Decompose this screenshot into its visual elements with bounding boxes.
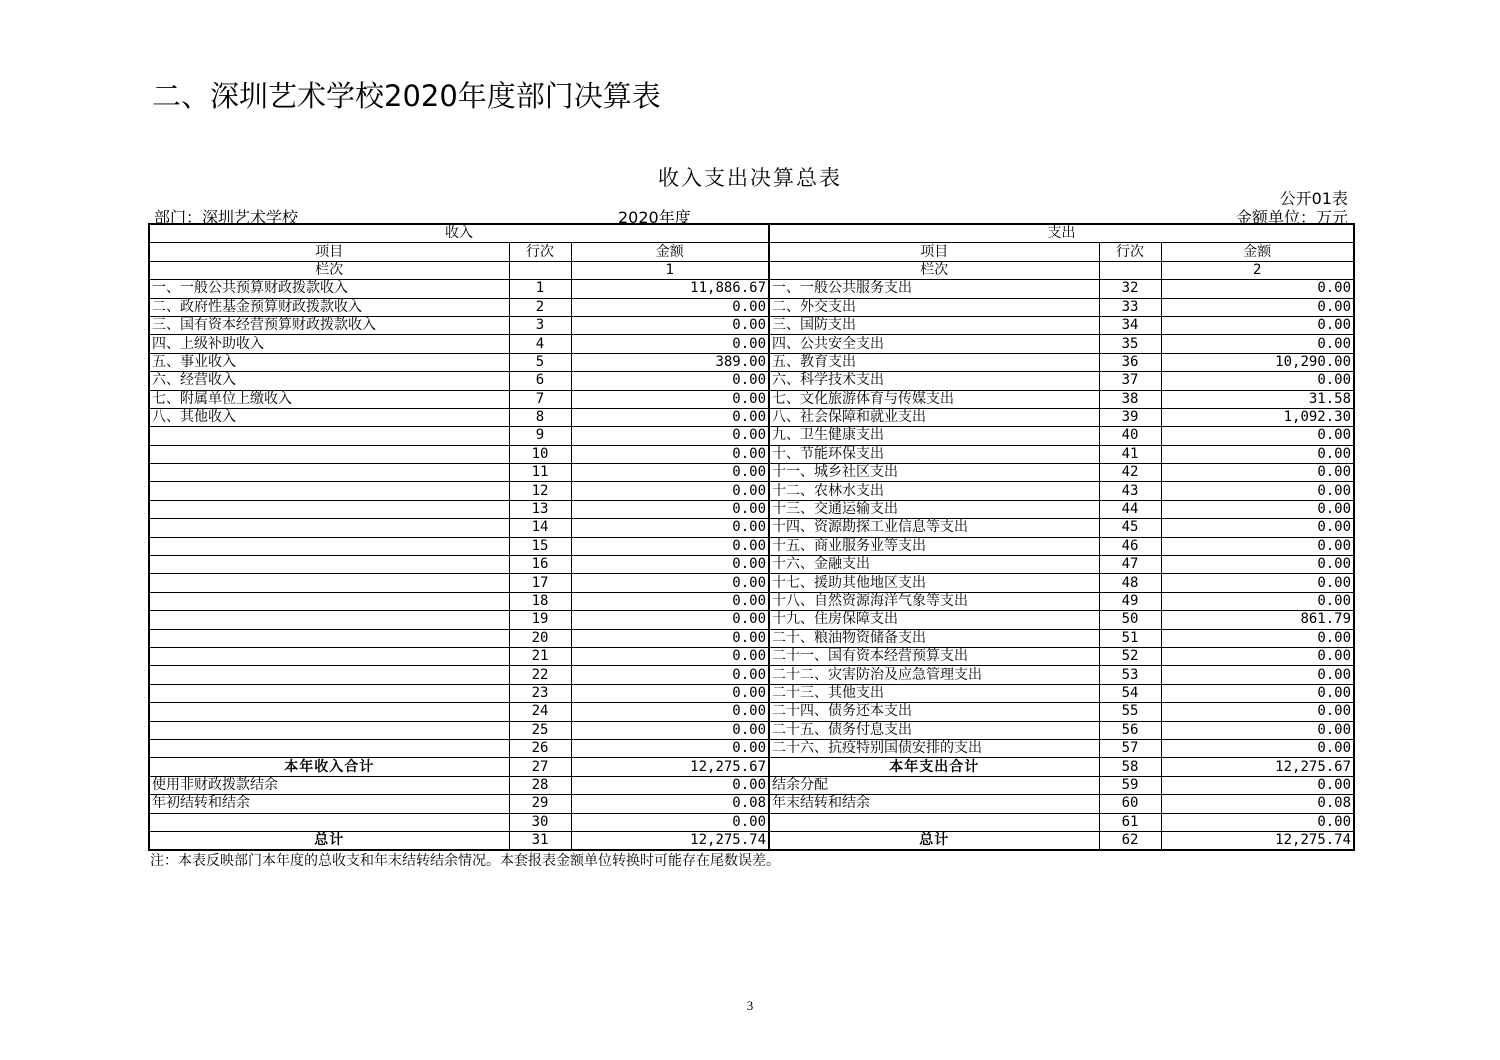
table-row (149, 445, 1354, 463)
table-row (149, 482, 1354, 500)
expense-item: 十五、商业服务业等支出 (769, 537, 1099, 555)
expense-item: 十二、农林水支出 (769, 482, 1099, 500)
income-amount: 0.00 (571, 556, 769, 574)
income-row-no: 16 (509, 556, 571, 574)
income-row-no: 22 (509, 666, 571, 684)
income-item: 四、上级补助收入 (149, 335, 509, 353)
expense-row-no: 61 (1099, 813, 1161, 831)
table-row (149, 647, 1354, 665)
income-row-no: 23 (509, 684, 571, 702)
income-expense-table (148, 223, 1355, 851)
expense-amount: 0.00 (1161, 280, 1354, 298)
income-amount: 0.00 (571, 721, 769, 739)
table-row (149, 298, 1354, 316)
expense-item: 结余分配 (769, 776, 1099, 794)
table-row (149, 537, 1354, 555)
expense-row-no: 52 (1099, 647, 1161, 665)
table-row (149, 721, 1354, 739)
income-amount: 11,886.67 (571, 280, 769, 298)
expense-item: 总计 (769, 831, 1099, 850)
income-row-no: 21 (509, 647, 571, 665)
income-amount: 0.00 (571, 372, 769, 390)
income-rowno-header: 行次 (509, 243, 571, 261)
income-row-no: 5 (509, 353, 571, 371)
table-row (149, 316, 1354, 334)
income-row-no: 2 (509, 298, 571, 316)
expense-item: 十六、金融支出 (769, 556, 1099, 574)
expense-row-no: 59 (1099, 776, 1161, 794)
expense-column-blank (1099, 261, 1161, 279)
income-item: 七、附属单位上缴收入 (149, 390, 509, 408)
income-row-no: 10 (509, 445, 571, 463)
expense-rowno-header: 行次 (1099, 243, 1161, 261)
income-row-no: 28 (509, 776, 571, 794)
income-row-no: 13 (509, 500, 571, 518)
meta-row (152, 205, 1348, 225)
income-amount: 0.00 (571, 335, 769, 353)
income-amount: 389.00 (571, 353, 769, 371)
expense-item: 十九、住房保障支出 (769, 611, 1099, 629)
expense-row-no: 58 (1099, 758, 1161, 776)
income-amount: 0.00 (571, 537, 769, 555)
expense-row-no: 42 (1099, 464, 1161, 482)
income-item: 本年收入合计 (149, 758, 509, 776)
income-row-no: 8 (509, 408, 571, 426)
income-amount: 0.00 (571, 813, 769, 831)
income-item (149, 537, 509, 555)
expense-item: 五、教育支出 (769, 353, 1099, 371)
income-item (149, 739, 509, 757)
income-amount: 0.00 (571, 464, 769, 482)
income-item (149, 684, 509, 702)
header-row-column-index (149, 261, 1354, 279)
income-row-no: 3 (509, 316, 571, 334)
expense-amount: 0.00 (1161, 721, 1354, 739)
expense-item: 四、公共安全支出 (769, 335, 1099, 353)
expense-amount: 12,275.74 (1161, 831, 1354, 850)
expense-item: 二十、粮油物资储备支出 (769, 629, 1099, 647)
income-amount: 0.00 (571, 703, 769, 721)
income-amount: 0.00 (571, 316, 769, 334)
income-item (149, 445, 509, 463)
income-item (149, 592, 509, 610)
income-item (149, 427, 509, 445)
income-column-blank (509, 261, 571, 279)
expense-row-no: 45 (1099, 519, 1161, 537)
expense-row-no: 39 (1099, 408, 1161, 426)
expense-row-no: 41 (1099, 445, 1161, 463)
income-item (149, 519, 509, 537)
expense-amount: 10,290.00 (1161, 353, 1354, 371)
income-row-no: 26 (509, 739, 571, 757)
income-amount: 0.00 (571, 408, 769, 426)
table-row (149, 739, 1354, 757)
table-row (149, 500, 1354, 518)
table-row (149, 611, 1354, 629)
expense-item: 本年支出合计 (769, 758, 1099, 776)
expense-amount: 0.00 (1161, 813, 1354, 831)
expense-row-no: 40 (1099, 427, 1161, 445)
expense-row-no: 37 (1099, 372, 1161, 390)
income-amount: 12,275.67 (571, 758, 769, 776)
expense-amount: 0.00 (1161, 739, 1354, 757)
income-amount: 0.00 (571, 647, 769, 665)
income-row-no: 18 (509, 592, 571, 610)
expense-amount: 0.00 (1161, 574, 1354, 592)
income-row-no: 27 (509, 758, 571, 776)
expense-row-no: 44 (1099, 500, 1161, 518)
expense-row-no: 60 (1099, 795, 1161, 813)
table-title: 收入支出决算总表 (658, 166, 842, 190)
income-row-no: 25 (509, 721, 571, 739)
expense-amount: 0.00 (1161, 647, 1354, 665)
table-row (149, 280, 1354, 298)
income-item (149, 500, 509, 518)
income-amount: 0.00 (571, 298, 769, 316)
income-row-no: 12 (509, 482, 571, 500)
income-item (149, 813, 509, 831)
expense-item: 十七、援助其他地区支出 (769, 574, 1099, 592)
expense-row-no: 34 (1099, 316, 1161, 334)
income-amount: 0.00 (571, 482, 769, 500)
income-row-no: 11 (509, 464, 571, 482)
income-amount: 12,275.74 (571, 831, 769, 850)
expense-row-no: 47 (1099, 556, 1161, 574)
expense-item: 十四、资源勘探工业信息等支出 (769, 519, 1099, 537)
unit-label: 金额单位：万元 (1235, 208, 1348, 227)
expense-amount: 0.00 (1161, 703, 1354, 721)
expense-amount: 0.00 (1161, 666, 1354, 684)
expense-item: 二十五、债务付息支出 (769, 721, 1099, 739)
expense-item: 二十六、抗疫特别国债安排的支出 (769, 739, 1099, 757)
income-amount: 0.00 (571, 666, 769, 684)
table-row (149, 372, 1354, 390)
expense-amount: 0.00 (1161, 482, 1354, 500)
table-row (149, 519, 1354, 537)
expense-row-no: 53 (1099, 666, 1161, 684)
income-item: 一、一般公共预算财政拨款收入 (149, 280, 509, 298)
income-amount-header: 金额 (571, 243, 769, 261)
expense-item: 九、卫生健康支出 (769, 427, 1099, 445)
income-item: 三、国有资本经营预算财政拨款收入 (149, 316, 509, 334)
income-amount: 0.08 (571, 795, 769, 813)
expense-row-no: 51 (1099, 629, 1161, 647)
table-row (149, 335, 1354, 353)
expense-amount: 0.00 (1161, 629, 1354, 647)
income-row-no: 17 (509, 574, 571, 592)
table-row (149, 390, 1354, 408)
table-row (149, 776, 1354, 794)
expense-item (769, 813, 1099, 831)
expense-item: 八、社会保障和就业支出 (769, 408, 1099, 426)
page-number: 3 (746, 998, 754, 1013)
expense-row-no: 49 (1099, 592, 1161, 610)
expense-item: 十、节能环保支出 (769, 445, 1099, 463)
table-row (149, 574, 1354, 592)
expense-amount: 0.08 (1161, 795, 1354, 813)
expense-row-no: 46 (1099, 537, 1161, 555)
income-amount: 0.00 (571, 611, 769, 629)
expense-item: 二十一、国有资本经营预算支出 (769, 647, 1099, 665)
income-item (149, 703, 509, 721)
income-item: 使用非财政拨款结余 (149, 776, 509, 794)
expense-row-no: 33 (1099, 298, 1161, 316)
table-row (149, 684, 1354, 702)
income-column-index: 1 (571, 261, 769, 279)
expense-row-no: 43 (1099, 482, 1161, 500)
income-amount: 0.00 (571, 684, 769, 702)
table-row (149, 556, 1354, 574)
expense-column-label: 栏次 (769, 261, 1099, 279)
expense-amount: 0.00 (1161, 335, 1354, 353)
expense-amount: 0.00 (1161, 592, 1354, 610)
expense-amount: 0.00 (1161, 445, 1354, 463)
expense-row-no: 55 (1099, 703, 1161, 721)
table-row (149, 795, 1354, 813)
subtotal-row (149, 758, 1354, 776)
expense-row-no: 56 (1099, 721, 1161, 739)
income-item (149, 721, 509, 739)
expense-item: 一、一般公共服务支出 (769, 280, 1099, 298)
expense-amount: 0.00 (1161, 500, 1354, 518)
income-amount: 0.00 (571, 445, 769, 463)
header-row-sections (149, 224, 1354, 243)
income-item: 总计 (149, 831, 509, 850)
expense-item: 二十四、债务还本支出 (769, 703, 1099, 721)
income-item: 六、经营收入 (149, 372, 509, 390)
expense-row-no: 32 (1099, 280, 1161, 298)
expense-amount: 0.00 (1161, 427, 1354, 445)
table-row (149, 629, 1354, 647)
income-item (149, 556, 509, 574)
expense-row-no: 62 (1099, 831, 1161, 850)
expense-item: 六、科学技术支出 (769, 372, 1099, 390)
income-section-header: 收入 (149, 224, 769, 243)
expense-amount: 31.58 (1161, 390, 1354, 408)
income-amount: 0.00 (571, 776, 769, 794)
expense-item: 二十三、其他支出 (769, 684, 1099, 702)
header-row-columns (149, 243, 1354, 261)
income-row-no: 31 (509, 831, 571, 850)
expense-section-header: 支出 (769, 224, 1354, 243)
table-row (149, 813, 1354, 831)
expense-row-no: 38 (1099, 390, 1161, 408)
footnote: 注：本表反映部门本年度的总收支和年末结转结余情况。本套报表金额单位转换时可能存在尾数误差。 (150, 853, 780, 869)
expense-row-no: 48 (1099, 574, 1161, 592)
form-number: 公开01表 (1279, 189, 1348, 208)
page-heading: 二、深圳艺术学校2020年度部门决算表 (152, 79, 661, 113)
expense-amount: 1,092.30 (1161, 408, 1354, 426)
income-row-no: 29 (509, 795, 571, 813)
income-item (149, 574, 509, 592)
income-column-label: 栏次 (149, 261, 509, 279)
expense-row-no: 50 (1099, 611, 1161, 629)
expense-item: 十八、自然资源海洋气象等支出 (769, 592, 1099, 610)
income-amount: 0.00 (571, 519, 769, 537)
table-row (149, 408, 1354, 426)
income-row-no: 24 (509, 703, 571, 721)
expense-row-no: 36 (1099, 353, 1161, 371)
expense-item: 十三、交通运输支出 (769, 500, 1099, 518)
income-amount: 0.00 (571, 629, 769, 647)
year-label: 2020年度 (618, 208, 691, 227)
expense-item: 三、国防支出 (769, 316, 1099, 334)
table-row (149, 703, 1354, 721)
expense-amount: 0.00 (1161, 298, 1354, 316)
expense-item: 二、外交支出 (769, 298, 1099, 316)
table-row (149, 666, 1354, 684)
expense-amount: 0.00 (1161, 537, 1354, 555)
income-amount: 0.00 (571, 592, 769, 610)
table-row (149, 353, 1354, 371)
expense-amount: 861.79 (1161, 611, 1354, 629)
expense-amount: 12,275.67 (1161, 758, 1354, 776)
income-amount: 0.00 (571, 739, 769, 757)
expense-amount: 0.00 (1161, 519, 1354, 537)
income-item: 八、其他收入 (149, 408, 509, 426)
table-row (149, 464, 1354, 482)
income-amount: 0.00 (571, 500, 769, 518)
expense-item-header: 项目 (769, 243, 1099, 261)
table-row (149, 592, 1354, 610)
income-row-no: 6 (509, 372, 571, 390)
expense-amount: 0.00 (1161, 556, 1354, 574)
income-item (149, 611, 509, 629)
expense-amount: 0.00 (1161, 464, 1354, 482)
table-row (149, 427, 1354, 445)
income-item: 二、政府性基金预算财政拨款收入 (149, 298, 509, 316)
income-item-header: 项目 (149, 243, 509, 261)
income-row-no: 7 (509, 390, 571, 408)
department-label: 部门：深圳艺术学校 (154, 208, 299, 227)
expense-item: 七、文化旅游体育与传媒支出 (769, 390, 1099, 408)
income-item: 五、事业收入 (149, 353, 509, 371)
income-item (149, 464, 509, 482)
expense-amount: 0.00 (1161, 684, 1354, 702)
income-row-no: 15 (509, 537, 571, 555)
expense-row-no: 57 (1099, 739, 1161, 757)
expense-item: 十一、城乡社区支出 (769, 464, 1099, 482)
expense-column-index: 2 (1161, 261, 1354, 279)
expense-amount-header: 金额 (1161, 243, 1354, 261)
income-item (149, 482, 509, 500)
income-row-no: 1 (509, 280, 571, 298)
income-item (149, 629, 509, 647)
income-row-no: 9 (509, 427, 571, 445)
expense-item: 年末结转和结余 (769, 795, 1099, 813)
income-amount: 0.00 (571, 390, 769, 408)
expense-row-no: 54 (1099, 684, 1161, 702)
income-row-no: 14 (509, 519, 571, 537)
income-row-no: 30 (509, 813, 571, 831)
expense-amount: 0.00 (1161, 316, 1354, 334)
expense-amount: 0.00 (1161, 372, 1354, 390)
income-amount: 0.00 (571, 574, 769, 592)
expense-row-no: 35 (1099, 335, 1161, 353)
income-item: 年初结转和结余 (149, 795, 509, 813)
income-row-no: 19 (509, 611, 571, 629)
income-item (149, 647, 509, 665)
income-amount: 0.00 (571, 427, 769, 445)
income-row-no: 4 (509, 335, 571, 353)
income-item (149, 666, 509, 684)
income-row-no: 20 (509, 629, 571, 647)
total-row (149, 831, 1354, 850)
expense-amount: 0.00 (1161, 776, 1354, 794)
expense-item: 二十二、灾害防治及应急管理支出 (769, 666, 1099, 684)
